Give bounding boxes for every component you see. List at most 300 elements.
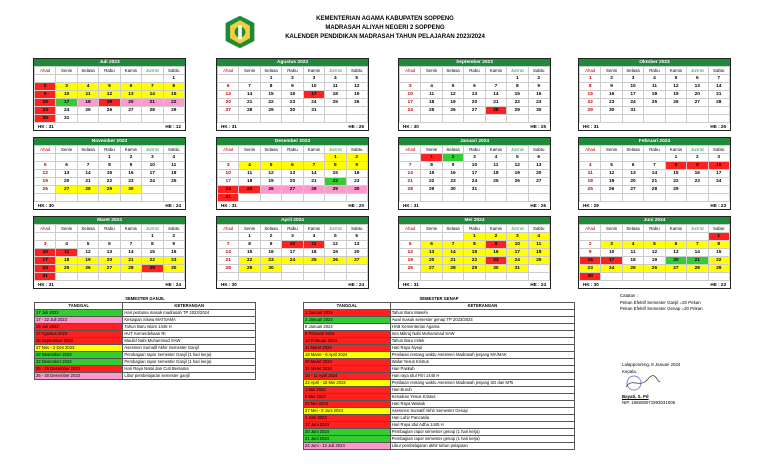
day-cell [142, 194, 163, 202]
day-cell: 17 [56, 99, 77, 107]
day-cell: 25 [325, 99, 346, 107]
day-cell: 6 [282, 162, 303, 170]
weekday-label: Ahad [35, 146, 56, 154]
notes-block [620, 293, 703, 313]
day-cell: 23 [528, 99, 549, 107]
day-cell: 25 [580, 186, 601, 194]
day-cell [325, 273, 346, 281]
day-cell [163, 273, 184, 281]
day-cell: 30 [282, 107, 303, 115]
day-cell [99, 75, 120, 83]
day-cell: 2 [260, 233, 281, 241]
day-cell [218, 154, 239, 162]
weekday-label: Senin [239, 67, 260, 75]
day-cell: 28 [218, 265, 239, 273]
day-cell: 6 [56, 162, 77, 170]
day-cell: 4 [163, 154, 184, 162]
day-cell [56, 154, 77, 162]
day-cell [601, 194, 622, 202]
semester-genap-title: SEMESTER GENAP [419, 296, 459, 301]
month-calendar [398, 137, 551, 210]
day-cell: 16 [163, 249, 184, 257]
day-cell [239, 115, 260, 123]
day-cell [239, 75, 260, 83]
day-cell: 14 [687, 249, 708, 257]
month-calendar [216, 216, 369, 289]
weekday-label: Sabtu [346, 146, 367, 154]
day-cell [622, 273, 643, 281]
day-cell [442, 273, 463, 281]
day-cell [580, 115, 601, 123]
day-cell: 8 [99, 162, 120, 170]
day-cell [580, 154, 601, 162]
event-row [304, 408, 575, 415]
day-cell: 27 [622, 186, 643, 194]
weekday-label: Kamis [485, 225, 506, 233]
day-cell: 27 [687, 99, 708, 107]
day-cell: 5 [35, 162, 56, 170]
day-cell [218, 273, 239, 281]
day-cell: 1 [507, 75, 528, 83]
weekday-label: Jum'at [142, 67, 163, 75]
day-cell: 7 [400, 162, 421, 170]
day-cell [485, 273, 506, 281]
day-cell: 10 [218, 170, 239, 178]
day-cell: 10 [282, 241, 303, 249]
event-row [304, 373, 575, 380]
month-title: Oktober 2023 [579, 59, 730, 66]
weekday-label: Senin [421, 67, 442, 75]
day-cell [464, 75, 485, 83]
day-cell [528, 265, 549, 273]
weekday-label: Kamis [120, 67, 141, 75]
day-cell [142, 273, 163, 281]
effective-days: HK : 30 [221, 282, 237, 287]
day-cell [120, 233, 141, 241]
day-cell [346, 115, 367, 123]
day-cell: 12 [644, 249, 665, 257]
day-cell: 26 [400, 265, 421, 273]
event-row [304, 401, 575, 408]
day-cell [77, 233, 98, 241]
event-row [304, 394, 575, 401]
day-cell: 13 [99, 249, 120, 257]
day-cell [120, 273, 141, 281]
event-row [304, 429, 575, 436]
weekday-label: Sabtu [708, 67, 729, 75]
day-cell [99, 115, 120, 123]
day-cell: 26 [442, 107, 463, 115]
school-days: HE : 24 [348, 282, 364, 287]
day-cell: 30 [346, 186, 367, 194]
day-cell [400, 273, 421, 281]
event-date: 10 Februari 2024 [304, 338, 391, 345]
day-cell: 18 [56, 257, 77, 265]
signature-block [622, 362, 680, 407]
day-cell: 9 [485, 241, 506, 249]
day-cell: 21 [218, 257, 239, 265]
day-cell: 18 [325, 91, 346, 99]
day-cell: 19 [325, 249, 346, 257]
school-days: HE : 26 [530, 203, 546, 208]
day-cell [56, 194, 77, 202]
day-cell: 17 [303, 91, 324, 99]
month-calendar [33, 137, 186, 210]
event-date: 19 Juli 2023 [35, 324, 123, 331]
day-cell: 21 [142, 99, 163, 107]
day-cell: 2 [580, 241, 601, 249]
event-date: 8 Januari 2024 [304, 324, 391, 331]
day-cell: 29 [421, 186, 442, 194]
day-cell: 28 [142, 107, 163, 115]
day-cell: 20 [282, 178, 303, 186]
day-cell: 16 [260, 249, 281, 257]
month-title: Januari 2024 [399, 138, 550, 145]
day-cell: 24 [601, 265, 622, 273]
event-desc: Maulid Nabi Muhammad SAW [123, 338, 256, 345]
day-cell: 25 [528, 257, 549, 265]
day-cell: 13 [218, 91, 239, 99]
month-calendar [33, 58, 186, 131]
event-desc: Pembagian rapor semester genap (1 hari kerja) [390, 429, 574, 436]
month-title: Maret 2024 [34, 217, 185, 224]
day-cell: 30 [260, 265, 281, 273]
weekday-label: Sabtu [528, 146, 549, 154]
weekday-label: Selasa [622, 67, 643, 75]
day-cell [35, 233, 56, 241]
day-cell [580, 233, 601, 241]
day-cell: 19 [601, 178, 622, 186]
weekday-label: Sabtu [346, 225, 367, 233]
weekday-label: Rabu [282, 146, 303, 154]
day-cell: 29 [239, 265, 260, 273]
day-cell: 5 [601, 162, 622, 170]
month-title: Desember 2023 [217, 138, 368, 145]
day-cell: 21 [239, 99, 260, 107]
day-cell [665, 107, 686, 115]
event-date: 17 Juli 2023 [35, 310, 123, 317]
day-cell: 26 [601, 186, 622, 194]
month-title: September 2023 [399, 59, 550, 66]
day-cell [708, 186, 729, 194]
day-cell: 29 [260, 107, 281, 115]
day-cell [528, 115, 549, 123]
event-date: 8 Februari 2024 [304, 331, 391, 338]
weekday-label: Rabu [644, 67, 665, 75]
day-cell [421, 75, 442, 83]
event-desc: Tahun Baru Imlek [390, 338, 574, 345]
day-cell [687, 194, 708, 202]
weekday-label: Selasa [442, 67, 463, 75]
event-row [304, 415, 575, 422]
day-cell: 15 [260, 91, 281, 99]
day-cell: 3 [622, 75, 643, 83]
day-cell: 14 [442, 249, 463, 257]
day-cell: 27 [421, 265, 442, 273]
day-cell: 3 [303, 75, 324, 83]
day-cell: 19 [644, 257, 665, 265]
event-date: 27 Nov - 2 Des 2023 [35, 345, 123, 352]
day-cell: 26 [99, 107, 120, 115]
day-cell: 26 [644, 265, 665, 273]
day-cell [687, 115, 708, 123]
weekday-label: Jum'at [142, 146, 163, 154]
month-calendar [578, 58, 731, 131]
day-cell: 8 [580, 83, 601, 91]
day-cell: 24 [464, 178, 485, 186]
day-cell: 14 [708, 83, 729, 91]
event-date: 27 Mei - 8 Juni 2024 [304, 408, 391, 415]
day-cell: 30 [120, 186, 141, 194]
day-cell: 6 [464, 83, 485, 91]
day-cell: 28 [400, 186, 421, 194]
day-cell [400, 75, 421, 83]
weekday-label: Selasa [260, 146, 281, 154]
weekday-label: Senin [421, 146, 442, 154]
event-date: 22 Desember 2023 [35, 359, 123, 366]
signature-stamp-icon [622, 375, 662, 391]
day-cell: 27 [528, 178, 549, 186]
day-cell: 9 [260, 241, 281, 249]
weekday-label: Kamis [303, 146, 324, 154]
day-cell [56, 75, 77, 83]
school-days: HE : 25 [530, 124, 546, 129]
day-cell: 12 [507, 162, 528, 170]
weekday-label: Sabtu [528, 67, 549, 75]
day-cell: 15 [464, 249, 485, 257]
weekday-label: Jum'at [687, 67, 708, 75]
day-cell: 1 [665, 154, 686, 162]
day-cell: 17 [708, 170, 729, 178]
day-cell: 10 [35, 249, 56, 257]
event-row [35, 338, 256, 345]
day-cell [687, 186, 708, 194]
day-cell: 18 [622, 257, 643, 265]
day-cell: 4 [56, 241, 77, 249]
day-cell: 27 [282, 186, 303, 194]
day-cell: 2 [601, 75, 622, 83]
kemenag-logo-icon [222, 14, 258, 50]
day-cell: 17 [601, 257, 622, 265]
day-cell: 19 [99, 99, 120, 107]
day-cell [303, 265, 324, 273]
day-cell [528, 186, 549, 194]
day-cell: 5 [507, 154, 528, 162]
month-calendar [578, 137, 731, 210]
note-genap: Pekan Efektif Semester Genap =20 Pekan [620, 306, 703, 311]
day-cell: 23 [260, 257, 281, 265]
day-cell [708, 194, 729, 202]
month-calendar [216, 58, 369, 131]
day-cell: 24 [218, 186, 239, 194]
day-cell: 11 [622, 249, 643, 257]
day-cell: 25 [485, 178, 506, 186]
day-cell: 4 [580, 162, 601, 170]
day-cell: 29 [325, 186, 346, 194]
event-desc: Hari Buruh [390, 387, 574, 394]
document-header [0, 0, 768, 58]
day-cell: 13 [120, 91, 141, 99]
event-row [304, 436, 575, 443]
event-date: 1 Mei 2024 [304, 387, 391, 394]
day-cell [260, 154, 281, 162]
weekday-label: Selasa [77, 225, 98, 233]
day-cell [282, 273, 303, 281]
month-calendar [398, 58, 551, 131]
day-cell: 30 [35, 115, 56, 123]
day-cell: 18 [485, 170, 506, 178]
day-cell: 1 [260, 75, 281, 83]
month-title: Agustus 2023 [217, 59, 368, 66]
weekday-label: Sabtu [163, 67, 184, 75]
weekday-label: Selasa [77, 67, 98, 75]
day-cell: 24 [622, 99, 643, 107]
event-row [304, 324, 575, 331]
event-date: 1 Juni 2024 [304, 415, 391, 422]
weekday-label: Jum'at [507, 146, 528, 154]
day-cell: 7 [120, 241, 141, 249]
event-desc: Pembagian rapor semester genap (1 hari kerja) [390, 436, 574, 443]
day-cell [665, 115, 686, 123]
day-cell: 17 [507, 249, 528, 257]
day-cell: 20 [120, 99, 141, 107]
day-cell: 6 [346, 233, 367, 241]
day-cell [239, 273, 260, 281]
event-date: 25 - 30 Desember 2023 [35, 373, 123, 380]
day-cell: 6 [622, 162, 643, 170]
day-cell: 16 [601, 91, 622, 99]
day-cell: 23 [35, 107, 56, 115]
day-cell [346, 265, 367, 273]
weekday-label: Ahad [400, 67, 421, 75]
day-cell [485, 75, 506, 83]
day-cell: 11 [303, 241, 324, 249]
day-cell: 19 [665, 91, 686, 99]
event-date: 29 Maret 2024 [304, 359, 391, 366]
day-cell: 4 [622, 241, 643, 249]
day-cell: 3 [282, 233, 303, 241]
day-cell: 28 [303, 186, 324, 194]
day-cell: 26 [507, 178, 528, 186]
genap-col-desc: KETERANGAN [390, 303, 574, 310]
weekday-label: Senin [239, 146, 260, 154]
weekday-label: Ahad [580, 67, 601, 75]
day-cell: 13 [346, 241, 367, 249]
semester-ganjil-table [34, 295, 256, 380]
event-desc: Hari pertama masuk madrasah TP 2023/2024 [123, 310, 256, 317]
day-cell: 30 [163, 265, 184, 273]
day-cell [35, 154, 56, 162]
day-cell: 14 [644, 170, 665, 178]
day-cell: 27 [464, 107, 485, 115]
day-cell: 27 [346, 257, 367, 265]
day-cell: 27 [218, 107, 239, 115]
day-cell: 1 [163, 75, 184, 83]
day-cell: 28 [120, 265, 141, 273]
day-cell: 21 [442, 257, 463, 265]
day-cell: 8 [464, 241, 485, 249]
event-desc: Hari Raya Natal dan Cuti Bersama [123, 366, 256, 373]
weekday-label: Selasa [260, 225, 281, 233]
day-cell: 5 [99, 83, 120, 91]
day-cell [442, 194, 463, 202]
day-cell: 11 [421, 91, 442, 99]
day-cell: 2 [528, 75, 549, 83]
day-cell: 4 [303, 233, 324, 241]
day-cell: 9 [580, 249, 601, 257]
day-cell [99, 194, 120, 202]
event-desc: Hari Raya Nyepi [390, 345, 574, 352]
weekday-label: Kamis [665, 67, 686, 75]
weekday-label: Rabu [464, 67, 485, 75]
weekday-label: Kamis [665, 146, 686, 154]
day-cell [442, 233, 463, 241]
weekday-label: Selasa [442, 225, 463, 233]
day-cell: 23 [687, 178, 708, 186]
day-cell: 8 [708, 241, 729, 249]
day-cell: 22 [163, 99, 184, 107]
ganjil-col-date: TANGGAL [35, 303, 123, 310]
day-cell: 31 [507, 265, 528, 273]
day-cell: 22 [325, 178, 346, 186]
day-cell: 24 [35, 265, 56, 273]
day-cell: 8 [665, 162, 686, 170]
day-cell: 25 [622, 265, 643, 273]
day-cell [282, 265, 303, 273]
day-cell: 11 [239, 170, 260, 178]
day-cell: 18 [580, 178, 601, 186]
day-cell: 3 [218, 162, 239, 170]
day-cell [325, 265, 346, 273]
event-row [304, 359, 575, 366]
event-date: 18 Maret - 6 April 2024 [304, 352, 391, 359]
day-cell: 14 [77, 170, 98, 178]
day-cell [99, 233, 120, 241]
event-desc: Libur pembelajaran semester ganjil [123, 373, 256, 380]
day-cell: 23 [601, 99, 622, 107]
event-row [304, 443, 575, 450]
event-date: 1 Januari 2024 [304, 310, 391, 317]
day-cell: 9 [282, 83, 303, 91]
day-cell: 14 [218, 249, 239, 257]
day-cell: 2 [687, 154, 708, 162]
weekday-label: Senin [601, 146, 622, 154]
event-date: 28 September 2023 [35, 338, 123, 345]
day-cell: 31 [303, 107, 324, 115]
genap-col-date: TANGGAL [304, 303, 391, 310]
weekday-label: Senin [56, 225, 77, 233]
weekday-label: Kamis [120, 146, 141, 154]
weekday-label: Kamis [485, 146, 506, 154]
weekday-label: Senin [601, 67, 622, 75]
weekday-label: Ahad [218, 146, 239, 154]
event-desc: Hari Lahir Pancasila [390, 415, 574, 422]
day-cell: 10 [464, 162, 485, 170]
day-cell: 20 [56, 178, 77, 186]
event-desc: HAB Kementerian Agama [390, 324, 574, 331]
day-cell: 19 [77, 257, 98, 265]
day-cell [708, 273, 729, 281]
day-cell [120, 194, 141, 202]
school-days: HE : 24 [165, 282, 181, 287]
event-row [304, 366, 575, 373]
day-cell [665, 194, 686, 202]
month-title: Juli 2023 [34, 59, 185, 66]
day-cell: 21 [644, 178, 665, 186]
effective-days: HK : 31 [38, 124, 54, 129]
day-cell [163, 186, 184, 194]
event-row [304, 380, 575, 387]
